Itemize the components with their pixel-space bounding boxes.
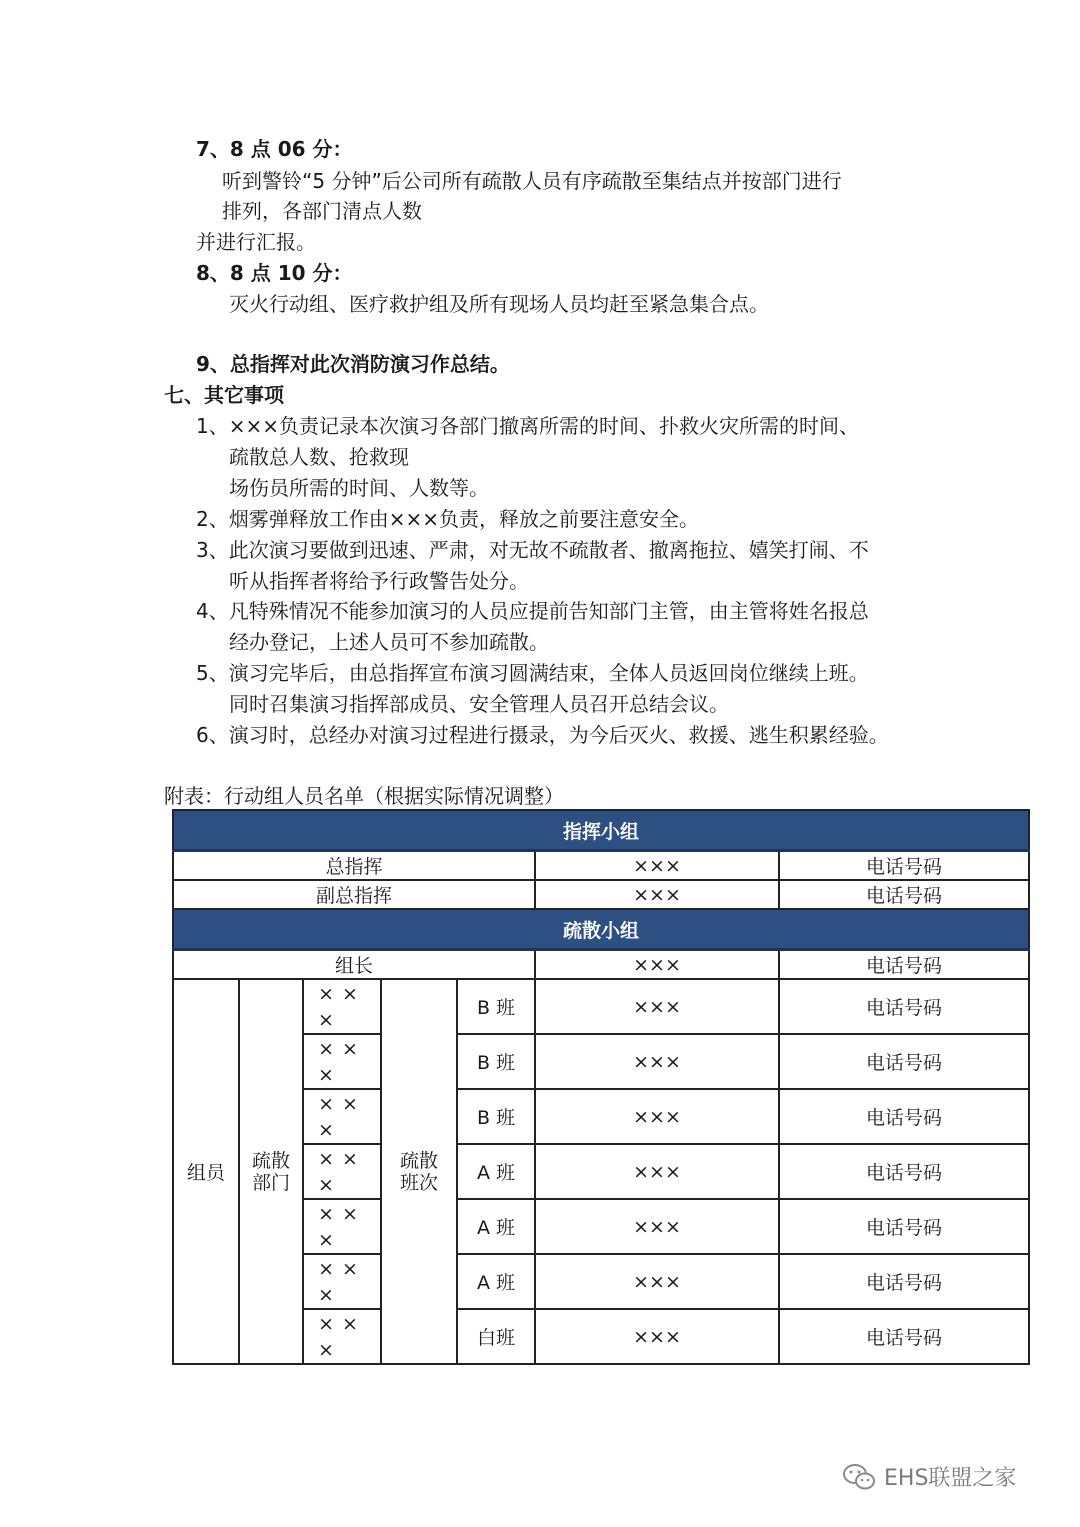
other-item: 听从指挥者将给予行政警告处分。 — [229, 569, 529, 593]
phone-cell: 电话号码 — [779, 950, 1029, 980]
table-row — [173, 880, 1029, 909]
other-item: 5、演习完毕后，由总指挥宣布演习圆满结束，全体人员返回岗位继续上班。 — [196, 661, 869, 685]
name-cell: ××× — [535, 979, 779, 1034]
command-group-header: 指挥小组 — [173, 810, 1029, 851]
shift-cell: A 班 — [457, 1144, 535, 1199]
section-7-heading: 7、8 点 06 分： — [196, 137, 353, 161]
dept-mark-bottom: × — [318, 1173, 334, 1196]
name-cell: ××× — [535, 950, 779, 980]
phone-cell: 电话号码 — [779, 979, 1029, 1034]
dept-label-line: 疏散 — [251, 1149, 290, 1172]
other-matters-heading: 七、其它事项 — [164, 383, 284, 407]
other-item: 4、凡特殊情况不能参加演习的人员应提前告知部门主管，由主管将姓名报总 — [196, 599, 869, 623]
dept-mark-top: ×× — [318, 1312, 366, 1335]
watermark — [842, 1461, 1016, 1492]
member-label-cell: 组员 — [173, 979, 239, 1364]
dept-mark-top: ×× — [318, 1257, 366, 1280]
shift-cell: B 班 — [457, 979, 535, 1034]
table-row — [173, 950, 1029, 980]
dept-label-line: 部门 — [251, 1171, 290, 1194]
shift-cell: A 班 — [457, 1199, 535, 1254]
shift-label-cell — [381, 979, 457, 1364]
role-cell: 组长 — [173, 950, 535, 980]
dept-mark-top: ×× — [318, 1202, 366, 1225]
dept-mark-top: ×× — [318, 1037, 366, 1060]
section-9-heading: 9、总指挥对此次消防演习作总结。 — [196, 352, 510, 376]
other-item: 6、演习时，总经办对演习过程进行摄录，为今后灭火、救援、逃生积累经验。 — [196, 723, 889, 747]
phone-cell: 电话号码 — [779, 1089, 1029, 1144]
watermark-text: EHS联盟之家 — [884, 1466, 1017, 1491]
phone-cell: 电话号码 — [779, 880, 1029, 909]
section-7-text: 听到警铃“5 分钟”后公司所有疏散人员有序疏散至集结点并按部门进行 — [222, 169, 842, 193]
section-8-text: 灭火行动组、医疗救护组及所有现场人员均赶至紧急集合点。 — [229, 292, 769, 316]
phone-cell: 电话号码 — [779, 1254, 1029, 1309]
shift-label-line: 疏散 — [399, 1149, 438, 1172]
name-cell: ××× — [535, 1254, 779, 1309]
name-cell: ××× — [535, 880, 779, 909]
wechat-icon — [842, 1463, 876, 1491]
dept-cell — [303, 1254, 381, 1309]
role-cell: 副总指挥 — [173, 880, 535, 909]
name-cell: ××× — [535, 1034, 779, 1089]
other-item: 3、此次演习要做到迅速、严肃，对无故不疏散者、撤离拖拉、嬉笑打闹、不 — [196, 538, 869, 562]
dept-mark-top: ×× — [318, 1147, 366, 1170]
dept-mark-bottom: × — [318, 1283, 334, 1306]
other-item: 同时召集演习指挥部成员、安全管理人员召开总结会议。 — [229, 692, 729, 716]
dept-mark-bottom: × — [318, 1063, 334, 1086]
phone-cell: 电话号码 — [779, 851, 1029, 881]
dept-mark-top: ×× — [318, 982, 366, 1005]
dept-mark-bottom: × — [318, 1008, 334, 1031]
role-cell: 总指挥 — [173, 851, 535, 881]
dept-mark-bottom: × — [318, 1228, 334, 1251]
table-row — [173, 851, 1029, 881]
shift-label-line: 班次 — [399, 1171, 438, 1194]
shift-cell: B 班 — [457, 1089, 535, 1144]
dept-mark-top: ×× — [318, 1092, 366, 1115]
dept-cell — [303, 979, 381, 1034]
dept-mark-bottom: × — [318, 1118, 334, 1141]
dept-cell — [303, 1034, 381, 1089]
dept-cell — [303, 1089, 381, 1144]
phone-cell: 电话号码 — [779, 1034, 1029, 1089]
table-row — [173, 979, 1029, 1034]
name-cell: ××× — [535, 1144, 779, 1199]
dept-cell — [303, 1309, 381, 1364]
name-cell: ××× — [535, 1089, 779, 1144]
other-item: 经办登记，上述人员可不参加疏散。 — [229, 630, 549, 654]
dept-label-cell — [239, 979, 303, 1364]
phone-cell: 电话号码 — [779, 1199, 1029, 1254]
section-7-text: 并进行汇报。 — [196, 230, 316, 254]
dept-cell — [303, 1144, 381, 1199]
name-cell: ××× — [535, 1199, 779, 1254]
name-cell: ××× — [535, 851, 779, 881]
evacuation-group-header: 疏散小组 — [173, 909, 1029, 950]
dept-mark-bottom: × — [318, 1338, 334, 1361]
name-cell: ××× — [535, 1309, 779, 1364]
section-8-heading: 8、8 点 10 分： — [196, 261, 353, 285]
section-7-text: 排列，各部门清点人数 — [222, 199, 422, 223]
dept-cell — [303, 1199, 381, 1254]
other-item: 疏散总人数、抢救现 — [229, 445, 409, 469]
roster-table — [172, 809, 1030, 1365]
phone-cell: 电话号码 — [779, 1309, 1029, 1364]
shift-cell: B 班 — [457, 1034, 535, 1089]
other-item: 1、×××负责记录本次演习各部门撤离所需的时间、扑救火灾所需的时间、 — [196, 414, 859, 438]
appendix-caption: 附表：行动组人员名单（根据实际情况调整） — [164, 784, 564, 808]
phone-cell: 电话号码 — [779, 1144, 1029, 1199]
shift-cell: A 班 — [457, 1254, 535, 1309]
other-item: 2、烟雾弹释放工作由×××负责，释放之前要注意安全。 — [196, 507, 699, 531]
other-item: 场伤员所需的时间、人数等。 — [229, 476, 489, 500]
shift-cell: 白班 — [457, 1309, 535, 1364]
